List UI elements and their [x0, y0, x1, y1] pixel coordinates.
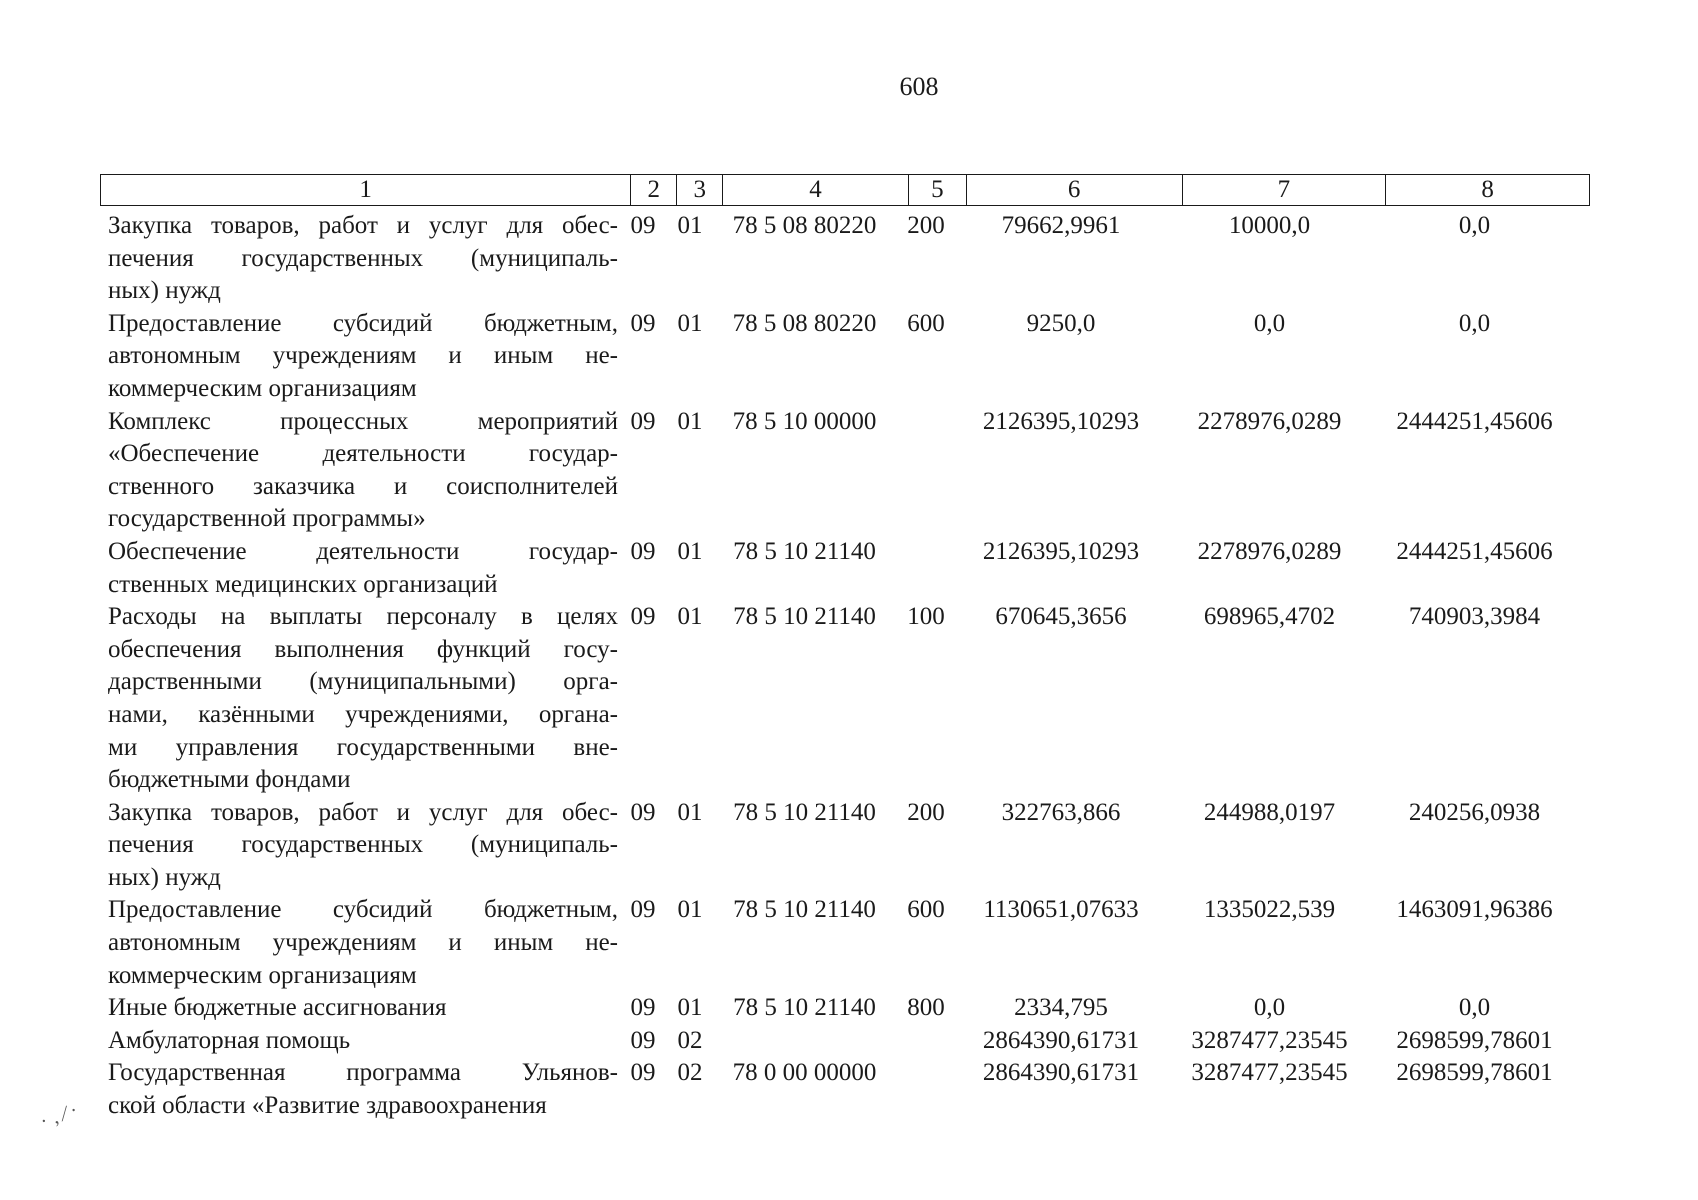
table-row	[108, 894, 1588, 992]
row-description	[108, 601, 618, 797]
description-line: ных) нужд	[108, 863, 221, 891]
description-line: ми управления государственными вне-	[108, 733, 618, 761]
header-col-5: 5	[908, 175, 966, 205]
cell-col-3: 01	[677, 896, 703, 924]
cell-col-2: 09	[630, 1059, 656, 1087]
row-description	[108, 894, 618, 992]
cell-col-3: 01	[677, 212, 703, 239]
description-line: Закупка товаров, работ и услуг для обес-	[108, 798, 618, 826]
table-row	[108, 1025, 1588, 1058]
cell-col-3: 02	[677, 1059, 703, 1087]
cell-col-4: 78 5 08 80220	[732, 309, 877, 337]
cell-col-2: 09	[630, 896, 656, 924]
cell-col-6: 2864390,61731	[982, 1026, 1140, 1054]
cell-col-3: 01	[677, 309, 703, 337]
header-col-1: 1	[359, 176, 372, 203]
cell-col-6: 2126395,10293	[982, 407, 1140, 435]
cell-col-4: 78 0 00 00000	[732, 1059, 877, 1087]
cell-col-3: 01	[677, 537, 703, 565]
cell-col-6: 9250,0	[1026, 309, 1096, 337]
cell-col-3: 01	[677, 603, 703, 631]
cell-col-4: 78 5 10 21140	[733, 603, 876, 631]
row-description	[108, 308, 618, 406]
description-line: обеспечения выполнения функций госу-	[108, 635, 618, 663]
cell-col-6: 1130651,07633	[983, 896, 1139, 924]
cell-col-2: 09	[630, 603, 656, 631]
cell-col-2: 09	[630, 212, 656, 239]
cell-col-6: 322763,866	[1001, 798, 1121, 826]
cell-col-6: 2126395,10293	[982, 537, 1140, 565]
row-description	[108, 1025, 618, 1058]
cell-col-4: 78 5 10 21140	[733, 896, 876, 924]
cell-col-6: 79662,9961	[1001, 212, 1121, 239]
description-line: автономным учреждениям и иным не-	[108, 342, 618, 370]
description-line: ных) нужд	[108, 277, 221, 305]
table-row	[108, 536, 1588, 601]
cell-col-2: 09	[630, 309, 656, 337]
cell-col-8: 240256,0938	[1408, 798, 1541, 826]
cell-col-5: 600	[907, 896, 945, 924]
row-description	[108, 536, 618, 601]
description-line: дарственными (муниципальными) орга-	[108, 668, 618, 696]
table-body	[108, 210, 1588, 1123]
cell-col-8: 2698599,78601	[1396, 1026, 1553, 1054]
row-description	[108, 406, 618, 536]
cell-col-8: 2444251,45606	[1396, 537, 1553, 565]
cell-col-8: 2444251,45606	[1396, 407, 1553, 435]
table-row	[108, 210, 1588, 308]
description-line: «Обеспечение деятельности государ-	[108, 440, 618, 468]
description-line: Государственная программа Ульянов-	[108, 1059, 618, 1087]
cell-col-2: 09	[630, 798, 656, 826]
table-row	[108, 406, 1588, 536]
cell-col-7: 3287477,23545	[1191, 1026, 1348, 1054]
cell-col-6: 670645,3656	[995, 603, 1127, 631]
description-line: коммерческим организациям	[108, 374, 417, 402]
cell-col-8: 1463091,96386	[1396, 896, 1553, 924]
cell-col-2: 09	[630, 994, 656, 1022]
table-row	[108, 992, 1588, 1025]
row-description	[108, 1057, 618, 1122]
cell-col-3: 01	[677, 407, 703, 435]
page-number: 608	[899, 72, 939, 101]
description-line: Предоставление субсидий бюджетным,	[108, 309, 618, 337]
cell-col-2: 09	[630, 407, 656, 435]
cell-col-5: 200	[907, 798, 945, 826]
cell-col-7: 2278976,0289	[1197, 537, 1342, 565]
cell-col-4: 78 5 08 80220	[732, 212, 877, 239]
header-col-8: 8	[1385, 175, 1589, 205]
description-line: Иные бюджетные ассигнования	[108, 994, 447, 1022]
header-col-2: 2	[630, 175, 676, 205]
scan-specks: · ‚ ∕ ·	[37, 1099, 81, 1133]
description-line: Амбулаторная помощь	[108, 1026, 351, 1054]
description-line: Расходы на выплаты персоналу в целях	[108, 603, 618, 631]
cell-col-2: 09	[630, 1026, 656, 1054]
cell-col-3: 01	[677, 798, 703, 826]
cell-col-5: 100	[907, 603, 945, 631]
cell-col-4: 78 5 10 00000	[732, 407, 877, 435]
description-line: ственного заказчика и соисполнителей	[108, 472, 618, 500]
cell-col-2: 09	[630, 537, 656, 565]
cell-col-7: 698965,4702	[1203, 603, 1336, 631]
header-col-6: 6	[966, 175, 1182, 205]
description-line: нами, казёнными учреждениями, органа-	[108, 700, 618, 728]
description-line: ской области «Развитие здравоохранения	[108, 1092, 547, 1120]
table-row	[108, 1057, 1588, 1122]
cell-col-7: 3287477,23545	[1191, 1059, 1348, 1087]
cell-col-8: 2698599,78601	[1396, 1059, 1553, 1087]
description-line: бюджетными фондами	[108, 766, 351, 794]
header-col-4: 4	[722, 175, 908, 205]
cell-col-3: 01	[677, 994, 703, 1022]
table-row	[108, 601, 1588, 797]
row-description	[108, 210, 618, 308]
table-row	[108, 308, 1588, 406]
cell-col-4: 78 5 10 21140	[733, 537, 876, 565]
description-line: коммерческим организациям	[108, 961, 417, 989]
description-line: печения государственных (муниципаль-	[108, 831, 618, 859]
header-col-3: 3	[676, 175, 722, 205]
cell-col-7: 2278976,0289	[1197, 407, 1342, 435]
cell-col-6: 2864390,61731	[982, 1059, 1140, 1087]
cell-col-4: 78 5 10 21140	[733, 798, 876, 826]
cell-col-6: 2334,795	[1014, 994, 1108, 1022]
cell-col-8: 0,0	[1458, 212, 1491, 239]
header-col-7: 7	[1182, 175, 1386, 205]
cell-col-7: 0,0	[1253, 994, 1286, 1022]
description-line: Закупка товаров, работ и услуг для обес-	[108, 212, 618, 239]
cell-col-7: 244988,0197	[1203, 798, 1336, 826]
cell-col-5: 200	[907, 212, 945, 239]
cell-col-4: 78 5 10 21140	[733, 994, 876, 1022]
row-description	[108, 992, 618, 1025]
cell-col-8: 740903,3984	[1408, 603, 1541, 631]
cell-col-8: 0,0	[1458, 994, 1491, 1022]
cell-col-3: 02	[677, 1026, 703, 1054]
description-line: Комплекс процессных мероприятий	[108, 407, 618, 435]
description-line: Предоставление субсидий бюджетным,	[108, 896, 618, 924]
cell-col-7: 1335022,539	[1203, 896, 1336, 924]
description-line: государственной программы»	[108, 505, 426, 533]
cell-col-7: 10000,0	[1228, 212, 1311, 239]
cell-col-7: 0,0	[1253, 309, 1286, 337]
description-line: ственных медицинских организаций	[108, 570, 498, 598]
cell-col-8: 0,0	[1458, 309, 1491, 337]
description-line: автономным учреждениям и иным не-	[108, 929, 618, 957]
cell-col-5: 600	[907, 309, 945, 337]
row-description	[108, 797, 618, 895]
cell-col-5: 800	[907, 994, 945, 1022]
description-line: Обеспечение деятельности государ-	[108, 537, 618, 565]
description-line: печения государственных (муниципаль-	[108, 244, 618, 272]
table-header	[100, 174, 1590, 206]
table-row	[108, 797, 1588, 895]
